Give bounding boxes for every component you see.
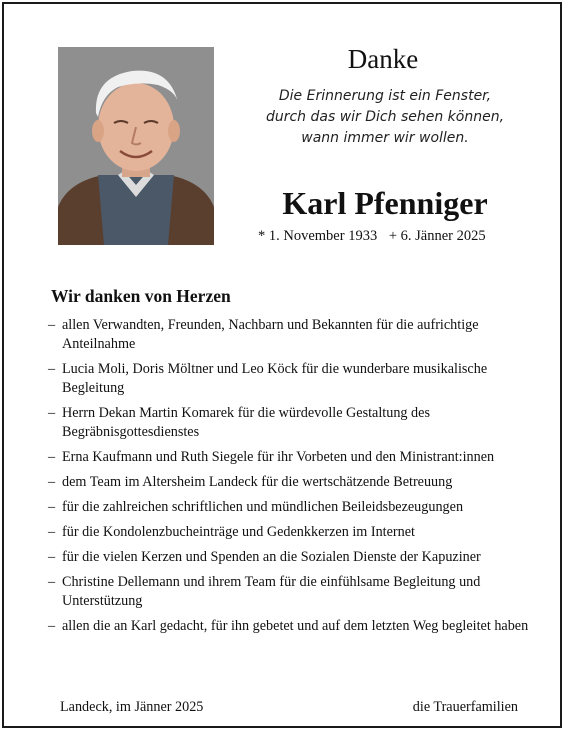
list-dash: –: [48, 317, 56, 333]
thanks-list: [48, 316, 544, 642]
list-item: [48, 548, 544, 567]
list-dash: –: [48, 499, 56, 515]
list-item: [48, 617, 544, 636]
list-item: [48, 473, 544, 492]
list-item: [48, 498, 544, 517]
list-item-text: Erna Kaufmann und Ruth Siegele für ihr Vorbeten und den Ministrant:innen: [62, 449, 495, 465]
list-item-text: für die vielen Kerzen und Spenden an die Sozialen Dienste der Kapuziner: [62, 549, 481, 565]
quote-line: wann immer wir wollen.: [301, 130, 469, 146]
list-dash: –: [48, 618, 56, 634]
list-item: [48, 404, 544, 442]
list-item: [48, 360, 544, 398]
memorial-quote: [240, 86, 530, 149]
place-and-date: Landeck, im Jänner 2025: [60, 699, 204, 715]
portrait-photo: [58, 47, 214, 245]
list-item-text: Lucia Moli, Doris Möltner und Leo Köck für die wunderbare musikalische Begleitung: [62, 361, 488, 396]
list-dash: –: [48, 361, 56, 377]
list-item-text: für die zahlreichen schriftlichen und mündlichen Beileidsbezeugungen: [62, 499, 464, 515]
list-item-text: für die Kondolenzbucheinträge und Gedenkkerzen im Internet: [62, 524, 415, 540]
death-date: + 6. Jänner 2025: [388, 228, 486, 244]
quote-line: Die Erinnerung ist ein Fenster,: [278, 88, 492, 104]
list-dash: –: [48, 574, 56, 590]
portrait-illustration: [58, 47, 214, 245]
signature: die Trauerfamilien: [412, 699, 518, 715]
list-item-text: Herrn Dekan Martin Komarek für die würdevolle Gestaltung des Begräbnisgottesdienstes: [62, 405, 430, 440]
list-dash: –: [48, 524, 56, 540]
life-dates: [258, 228, 486, 245]
title-danke: Danke: [347, 44, 419, 74]
quote-line: durch das wir Dich sehen können,: [265, 109, 505, 125]
list-item: [48, 523, 544, 542]
list-dash: –: [48, 449, 56, 465]
list-dash: –: [48, 474, 56, 490]
list-item: [48, 448, 544, 467]
list-item-text: allen die an Karl gedacht, für ihn gebetet und auf dem letzten Weg begleitet haben: [62, 618, 529, 634]
list-item-text: Christine Dellemann und ihrem Team für die einfühlsame Begleitung und Unterstützung: [62, 574, 481, 609]
deceased-name: Karl Pfenniger: [282, 185, 488, 221]
list-item-text: dem Team im Altersheim Landeck für die wertschätzende Betreuung: [62, 474, 453, 490]
list-item-text: allen Verwandten, Freunden, Nachbarn und Bekannten für die aufrichtige Anteilnahme: [62, 317, 479, 352]
list-item: [48, 316, 544, 354]
birth-date: * 1. November 1933: [258, 228, 378, 244]
list-item: [48, 573, 544, 611]
list-dash: –: [48, 549, 56, 565]
list-dash: –: [48, 405, 56, 421]
thanks-heading: Wir danken von Herzen: [51, 286, 231, 306]
